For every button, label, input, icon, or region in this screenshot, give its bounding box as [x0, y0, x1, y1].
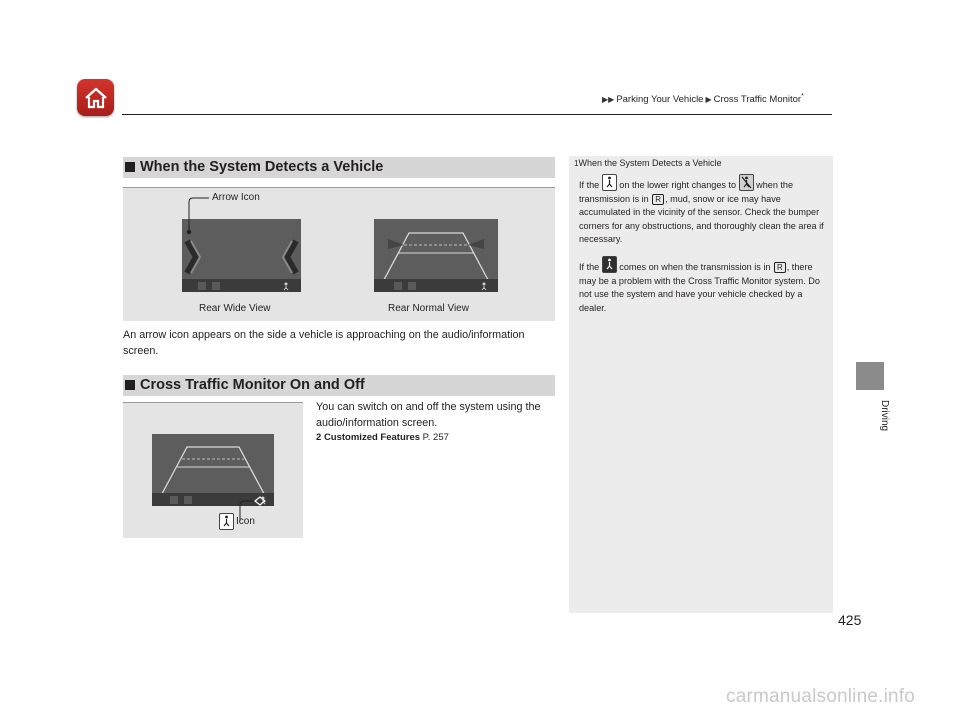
square-bullet-icon: [125, 162, 135, 172]
breadcrumb-arrow-icon: ▶▶: [602, 95, 615, 105]
square-bullet-icon: [125, 380, 135, 390]
illustration-panel: [123, 187, 555, 321]
cross-traffic-monitor-warning-icon: [602, 256, 617, 273]
section-body-text: An arrow icon appears on the side a vehicle is approaching on the audio/information screen.: [123, 329, 525, 357]
illustration-panel: [123, 402, 303, 538]
cross-traffic-monitor-disabled-icon: [739, 174, 754, 191]
rear-wide-view-caption: Rear Wide View: [199, 303, 271, 314]
home-button[interactable]: [77, 79, 114, 116]
sensor-indicator-icon: [374, 279, 498, 292]
breadcrumb-item[interactable]: Cross Traffic Monitor: [713, 94, 802, 106]
chapter-label: Driving: [879, 400, 890, 432]
header-rule: [122, 114, 832, 115]
note-paragraph: If the on the lower right changes to when the transmission is in R , mud, snow or ice may have accumulated in the vicinity of the sensor. Check the bumper corners for any obstructions, and thoroughly clean the area if necessary.: [579, 174, 827, 247]
icon-label: Icon: [236, 516, 255, 527]
section-title: When the System Detects a Vehicle: [140, 159, 384, 175]
section-title: Cross Traffic Monitor On and Off: [140, 377, 365, 393]
watermark: carmanualsonline.info: [726, 686, 916, 707]
breadcrumb-item[interactable]: Parking Your Vehicle: [616, 94, 704, 106]
gear-r-icon: R: [774, 262, 786, 273]
reference-page: P. 257: [422, 432, 449, 443]
cross-traffic-monitor-icon: [602, 174, 617, 191]
section-body-text: You can switch on and off the system using the audio/information screen.: [316, 401, 541, 429]
note-title: 1When the System Detects a Vehicle: [574, 158, 722, 168]
reference-title[interactable]: Customized Features: [323, 432, 421, 443]
cross-traffic-monitor-icon: [219, 513, 234, 530]
arrow-icon-label: Arrow Icon: [212, 192, 260, 203]
page-number: 425: [838, 612, 862, 628]
reference-arrow-icon: 2: [316, 432, 322, 443]
gear-r-icon: R: [652, 194, 664, 205]
sensor-indicator-icon: [182, 279, 301, 292]
home-icon: [83, 86, 109, 110]
rear-normal-view-caption: Rear Normal View: [388, 303, 469, 314]
note-paragraph: If the comes on when the transmission is in R , there may be a problem with the Cross Traffic Monitor system. Do not use the system and have your vehicle checked by a dealer.: [579, 256, 827, 315]
cross-reference[interactable]: [316, 432, 449, 443]
rear-normal-view-screen: [374, 219, 498, 292]
chapter-tab[interactable]: [856, 362, 884, 390]
section-heading: [123, 157, 555, 178]
note-marker-icon: 1: [574, 159, 579, 168]
screen-status-bar: [374, 279, 498, 292]
section-heading: [123, 375, 555, 396]
footnote-mark: *: [801, 93, 804, 100]
breadcrumb-arrow-icon: ▶: [705, 95, 712, 105]
screen-status-bar: [182, 279, 301, 292]
breadcrumb: [600, 93, 804, 105]
